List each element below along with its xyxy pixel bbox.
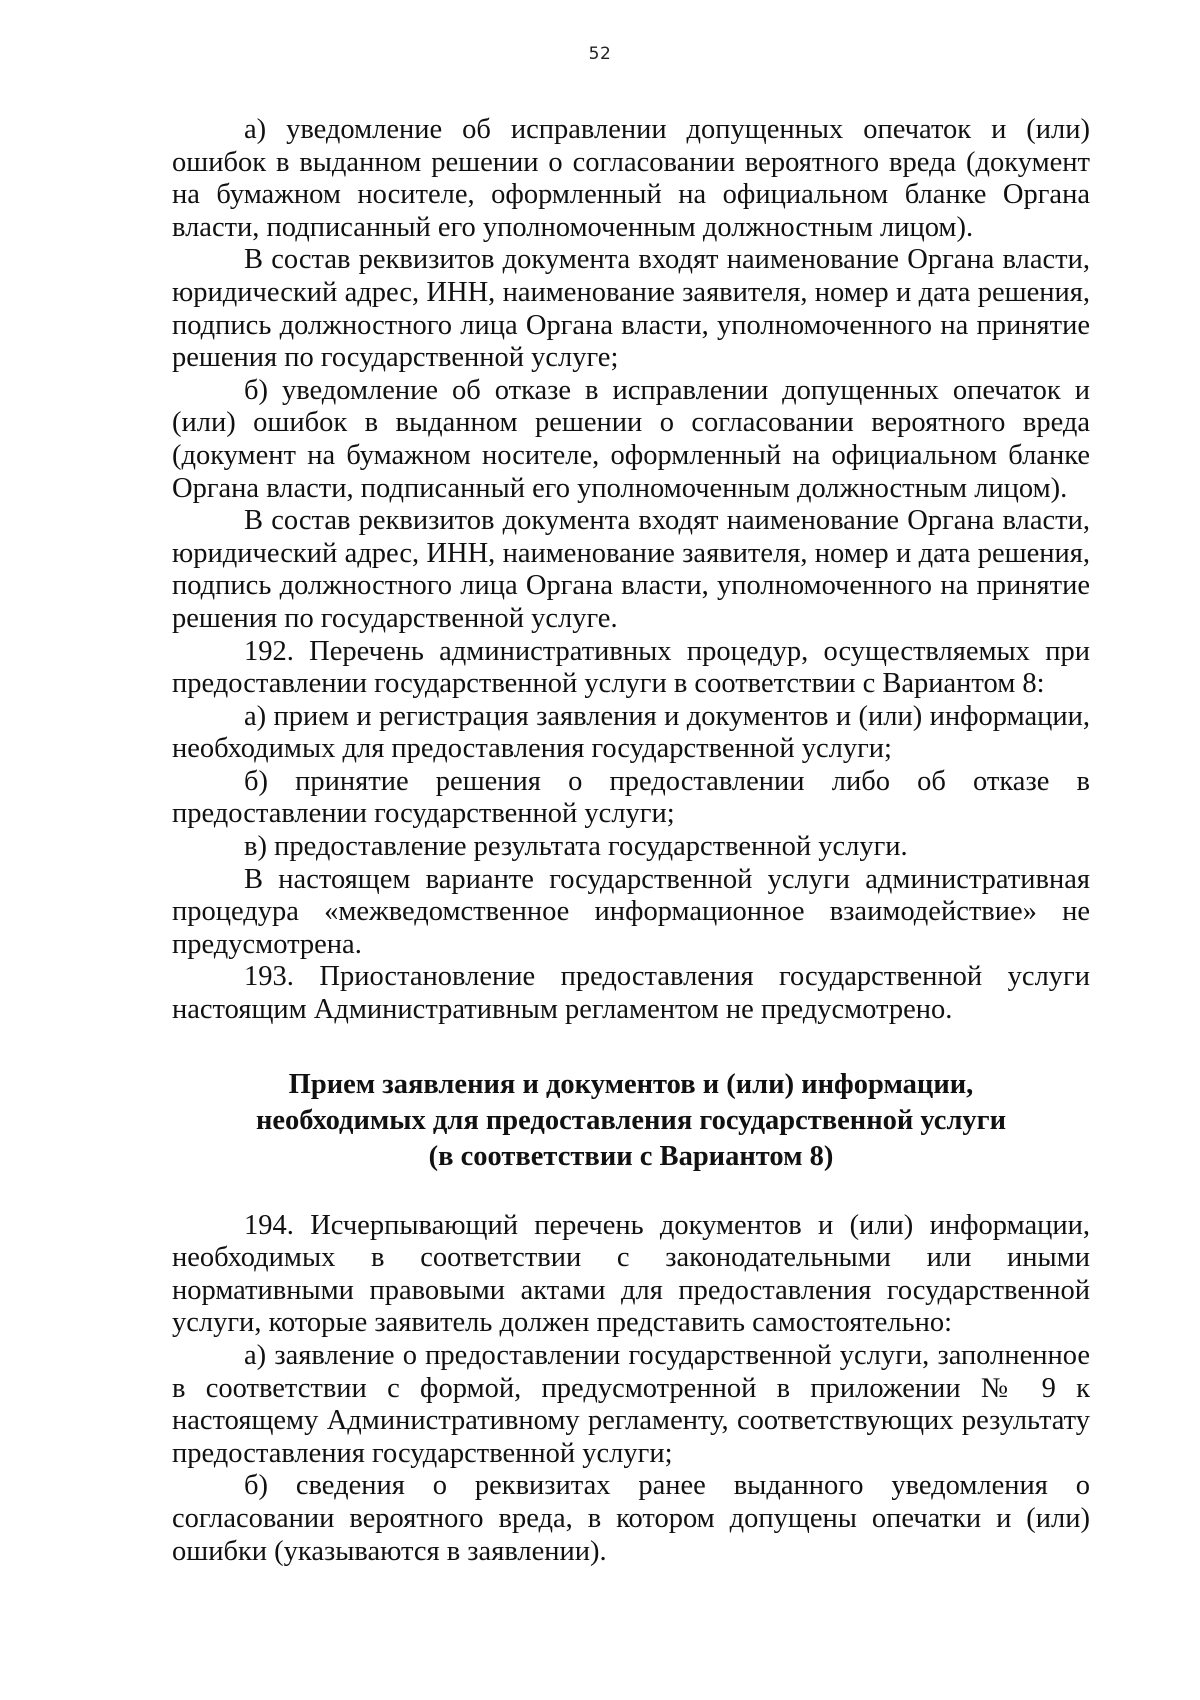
paragraph-requisites-2: В состав реквизитов документа входят наименование Органа власти, юридический адрес, ИНН, наименование заявителя, номер и дата решения, подпись должностного лица Органа власти, уполномоченного на принятие решения по государственной услуге. bbox=[172, 505, 1090, 634]
section-heading-line-1: Прием заявления и документов и (или) информации, bbox=[288, 1068, 974, 1100]
section-heading-line-2: необходимых для предоставления государственной услуги bbox=[255, 1104, 1007, 1136]
paragraph-192: 192. Перечень административных процедур, осуществляемых при предоставлении государственной услуги в соответствии с Вариантом 8: bbox=[172, 635, 1090, 700]
section-heading-line-3: (в соответствии с Вариантом 8) bbox=[428, 1140, 834, 1172]
paragraph-192-a: а) прием и регистрация заявления и документов и (или) информации, необходимых для предоставления государственной услуги; bbox=[172, 700, 1090, 765]
paragraph-interagency: В настоящем варианте государственной услуги административная процедура «межведомственное информационное взаимодействие» не предусмотрена. bbox=[172, 863, 1090, 960]
paragraph-194-b: б) сведения о реквизитах ранее выданного уведомления о согласовании вероятного вреда, в котором допущены опечатки и (или) ошибки (указываются в заявлении). bbox=[172, 1470, 1090, 1567]
paragraph-194: 194. Исчерпывающий перечень документов и (или) информации, необходимых в соответствии с законодательными или иными нормативными правовыми актами для предоставления государственной услуги, которые заявитель должен представить самостоятельно: bbox=[172, 1209, 1090, 1339]
paragraph-192-b: б) принятие решения о предоставлении либо об отказе в предоставлении государственной услуги; bbox=[172, 765, 1090, 830]
paragraph-notice-correction: а) уведомление об исправлении допущенных опечаток и (или) ошибок в выданном решении о согласовании вероятного вреда (документ на бумажном носителе, оформленный на официальном бланке Органа власти, подписанный его уполномоченным должностным лицом). bbox=[172, 114, 1090, 243]
paragraph-notice-refusal: б) уведомление об отказе в исправлении допущенных опечаток и (или) ошибок в выданном решении о согласовании вероятного вреда (документ на бумажном носителе, оформленный на официальном бланке Органа власти, подписанный его уполномоченным должностным лицом). bbox=[172, 374, 1090, 504]
paragraph-193: 193. Приостановление предоставления государственной услуги настоящим Административным регламентом не предусмотрено. bbox=[172, 961, 1090, 1026]
section-heading bbox=[172, 1067, 1090, 1175]
page-number: 52 bbox=[588, 44, 612, 64]
paragraph-192-v: в) предоставление результата государственной услуги. bbox=[244, 831, 908, 863]
document-body bbox=[172, 114, 1090, 1568]
paragraph-194-a: а) заявление о предоставлении государственной услуги, заполненное в соответствии с формой, предусмотренной в приложении № 9 к настоящему Административному регламенту, соответствующих результату предоставления государственной услуги; bbox=[172, 1340, 1090, 1469]
paragraph-requisites-1: В состав реквизитов документа входят наименование Органа власти, юридический адрес, ИНН, наименование заявителя, номер и дата решения, подпись должностного лица Органа власти, уполномоченного на принятие решения по государственной услуге; bbox=[172, 244, 1090, 374]
